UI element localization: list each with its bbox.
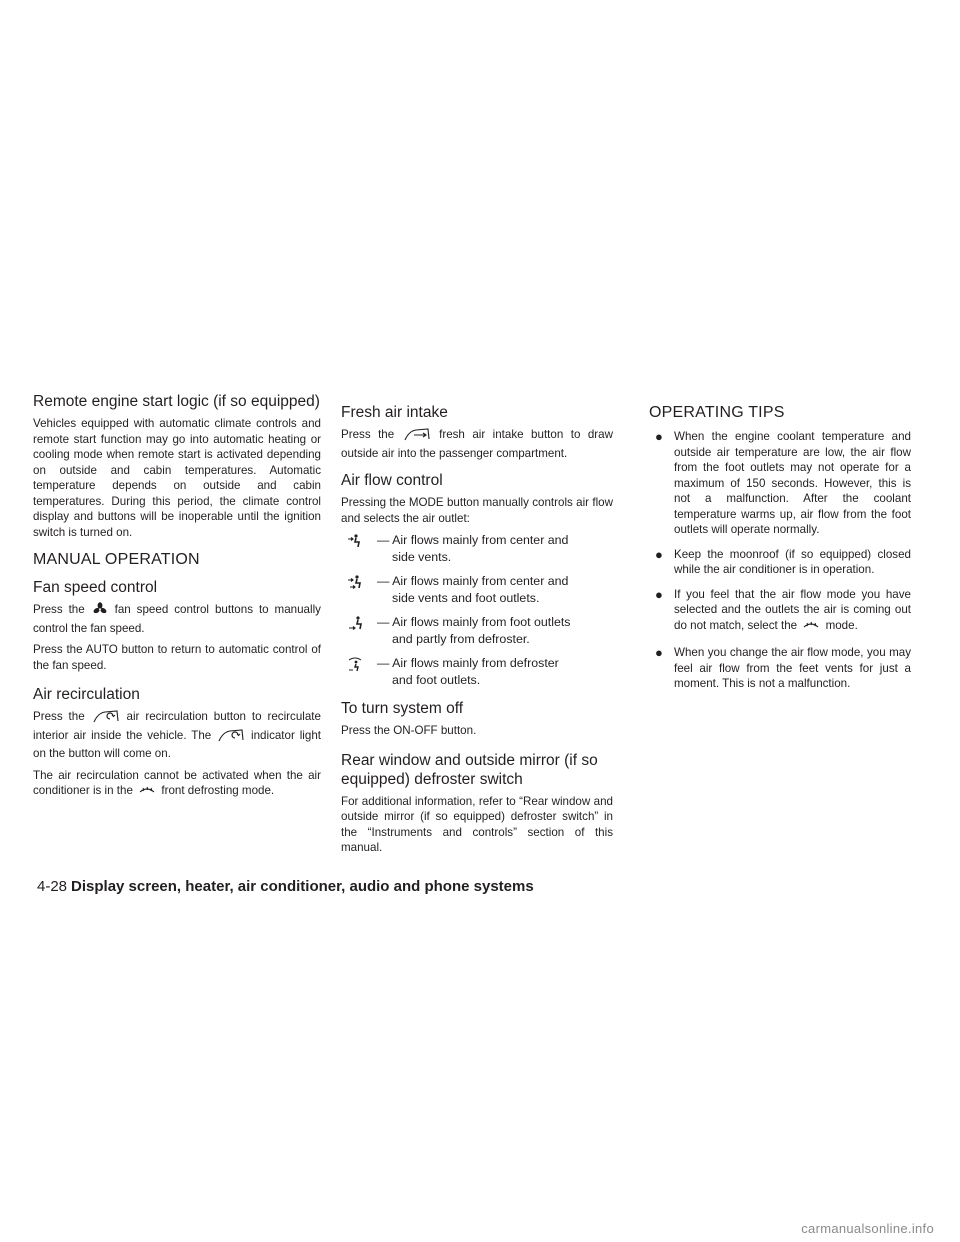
vent-mode-icon	[347, 534, 363, 553]
bullet-icon: ●	[655, 429, 663, 444]
fresh-air-icon	[404, 427, 430, 446]
bullet-icon: ●	[655, 546, 663, 562]
remote-start-heading: Remote engine start logic (if so equipped)	[33, 393, 320, 410]
air-flow-mode-list	[341, 532, 613, 689]
turn-off-heading: To turn system off	[341, 700, 464, 717]
fresh-air-body: Press the fresh air intake button to draw outside air into the passenger compartment.	[341, 428, 613, 460]
list-item: — Air flows mainly from center and side vents and foot outlets.	[341, 573, 613, 607]
defrost-foot-mode-icon	[347, 657, 363, 677]
fan-icon	[93, 602, 107, 621]
air-recirculation-heading: Air recirculation	[33, 686, 140, 703]
page-number: 4-28	[37, 878, 68, 895]
front-defrost-icon	[802, 619, 820, 637]
fan-speed-p1: Press the fan speed control buttons to manually control the fan speed.	[33, 603, 321, 635]
operating-tips-list	[649, 429, 911, 692]
operating-tips-heading: OPERATING TIPS	[649, 404, 785, 421]
list-item: — Air flows mainly from center and side vents.	[341, 532, 613, 566]
turn-off-body: Press the ON-OFF button.	[341, 724, 477, 737]
bi-level-mode-icon	[347, 575, 365, 594]
page-footer	[37, 878, 534, 895]
rear-defroster-heading: Rear window and outside mirror (if so equipped) defroster switch	[341, 751, 598, 788]
remote-start-body: Vehicles equipped with automatic climate controls and remote start function may go into automatic heating or cooling mode when remote start is activated depending on outside and cabin temperatures. Automatic temperature depends on outside and cabin temperatures. During this period, the climate control display and buttons will be inoperable until the ignition switch is turned on.	[33, 417, 321, 539]
foot-mode-icon	[347, 616, 363, 635]
column-left	[33, 392, 321, 808]
bullet-icon: ●	[655, 645, 663, 660]
air-recirculation-p2: The air recirculation cannot be activated when the air conditioner is in the front defrosting mode.	[33, 768, 321, 802]
column-right	[649, 392, 911, 701]
list-item: ● If you feel that the air flow mode you have selected and the outlets the air is coming out do not match, select the mode.	[649, 587, 911, 637]
front-defrost-icon	[138, 784, 156, 802]
fresh-air-heading: Fresh air intake	[341, 404, 448, 421]
bullet-icon: ●	[655, 586, 663, 602]
column-middle	[341, 392, 613, 862]
air-recirculation-p1: Press the air recirculation button to recirculate interior air inside the vehicle. The indicator light on the button will come on.	[33, 710, 321, 760]
list-item: ● When you change the air flow mode, you may feel air flow from the feet vents for just a moment. This is not a malfunction.	[655, 645, 911, 690]
manual-operation-heading: MANUAL OPERATION	[33, 551, 200, 568]
chapter-title: Display screen, heater, air conditioner, audio and phone systems	[71, 878, 534, 895]
recirculation-icon	[218, 728, 244, 747]
list-item: — Air flows mainly from defroster and foot outlets.	[341, 655, 613, 689]
list-item: ● Keep the moonroof (if so equipped) closed while the air conditioner is in operation.	[655, 546, 911, 576]
fan-speed-heading: Fan speed control	[33, 579, 158, 596]
list-item: — Air flows mainly from foot outlets and partly from defroster.	[341, 614, 613, 648]
air-flow-heading: Air flow control	[341, 472, 443, 489]
recirculation-icon	[93, 709, 119, 728]
fan-speed-p2: Press the AUTO button to return to automatic control of the fan speed.	[33, 643, 321, 672]
list-item: ● When the engine coolant temperature and outside air temperature are low, the air flow from the foot outlets may not operate for a maximum of 150 seconds. However, this is not a malfunction. After the coolant temperature warms up, air flow from the foot outlets will operate normally.	[655, 429, 911, 536]
rear-defroster-body: For additional information, refer to “Rear window and outside mirror (if so equipped) defroster switch” in the “Instruments and controls” section of this manual.	[341, 794, 613, 854]
watermark: carmanualsonline.info	[801, 1221, 934, 1236]
air-flow-body: Pressing the MODE button manually controls air flow and selects the air outlet:	[341, 496, 613, 525]
